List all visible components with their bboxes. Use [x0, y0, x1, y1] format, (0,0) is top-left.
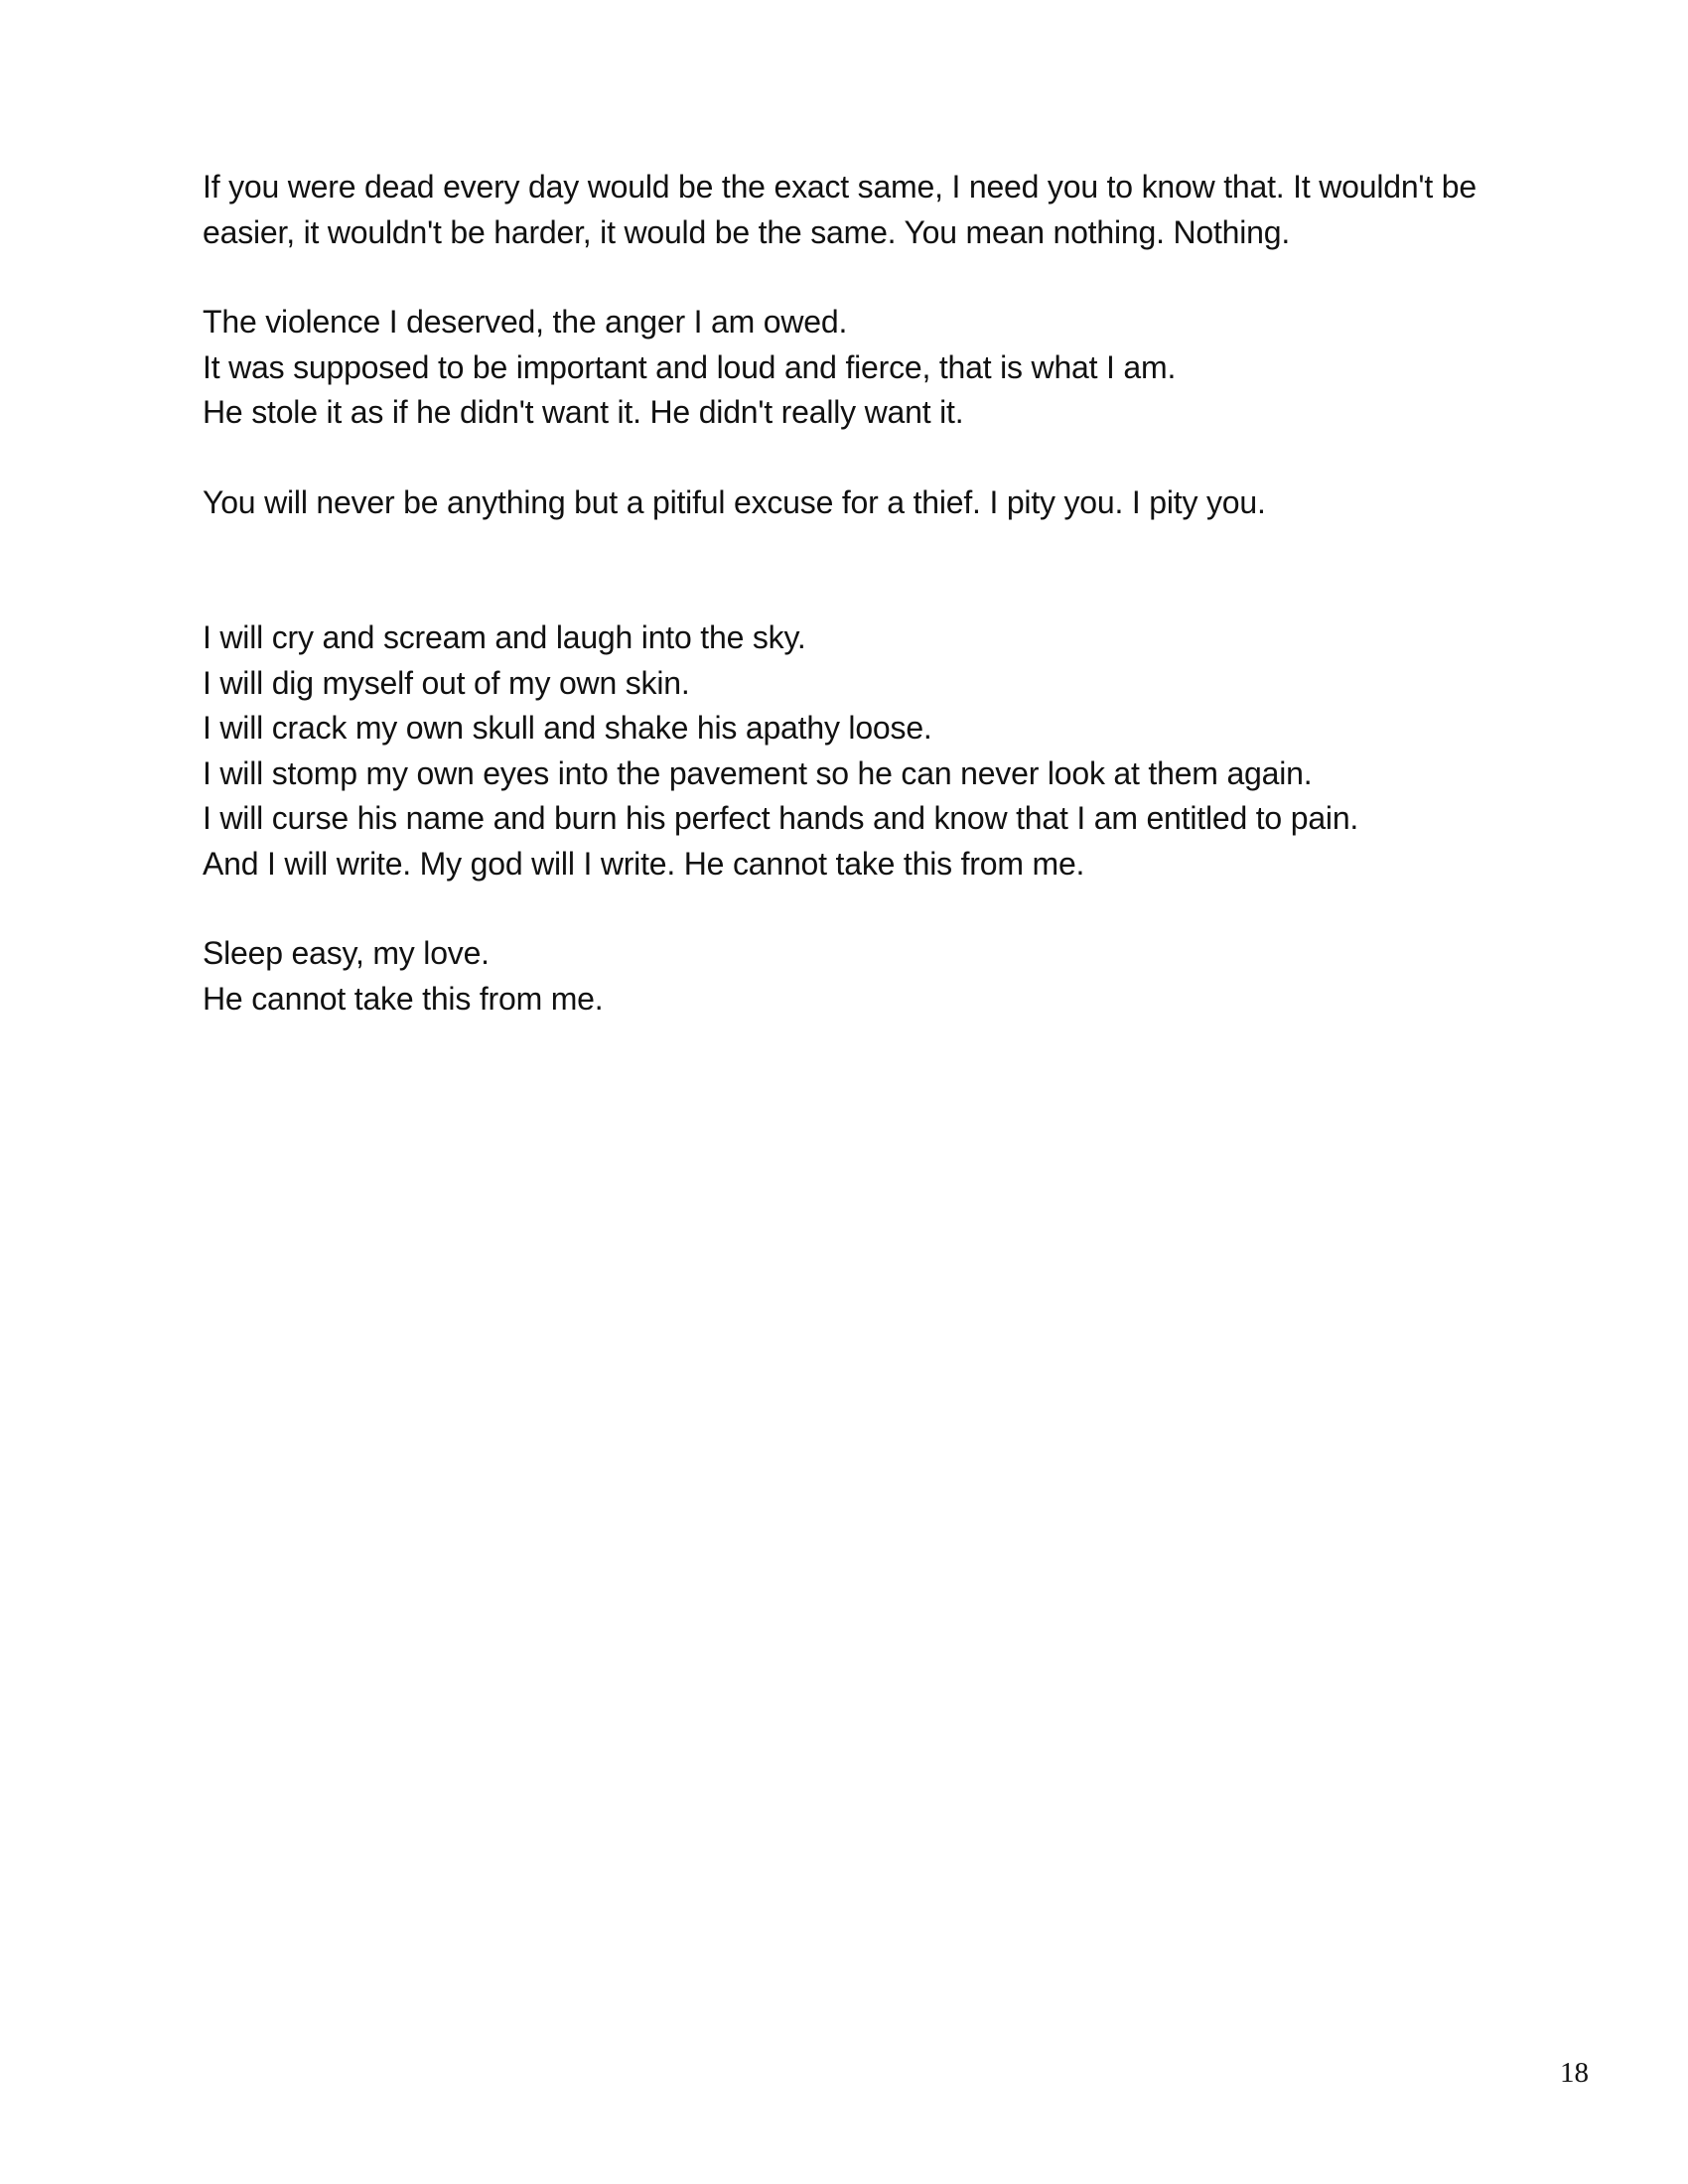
poem-line: It was supposed to be important and loud and fierce, that is what I am.: [203, 348, 1177, 385]
poem-body: [203, 165, 1493, 1066]
poem-line: I will dig myself out of my own skin.: [203, 664, 690, 701]
poem-line: If you were dead every day would be the exact same, I need you to know that. It wouldn't be: [203, 169, 1477, 205]
poem-line: I will curse his name and burn his perfect hands and know that I am entitled to pain.: [203, 800, 1359, 836]
stanza-1: [203, 165, 1493, 255]
poem-line: I will crack my own skull and shake his apathy loose.: [203, 710, 932, 746]
poem-line: The violence I deserved, the anger I am owed.: [203, 304, 848, 340]
poem-line: I will stomp my own eyes into the pavement so he can never look at them again.: [203, 754, 1313, 791]
stanza-5: [203, 931, 1493, 1022]
stanza-2: [203, 300, 1493, 436]
poem-line: easier, it wouldn't be harder, it would be the same. You mean nothing. Nothing.: [203, 213, 1291, 250]
poem-line: You will never be anything but a pitiful excuse for a thief. I pity you. I pity you.: [203, 483, 1266, 520]
stanza-4: [203, 615, 1493, 887]
poem-line: Sleep easy, my love.: [203, 935, 490, 971]
poem-line: He stole it as if he didn't want it. He didn't really want it.: [203, 394, 964, 430]
poem-line: He cannot take this from me.: [203, 980, 604, 1017]
poem-line: I will cry and scream and laugh into the sky.: [203, 619, 806, 655]
stanza-3: [203, 480, 1493, 526]
page-number: 18: [1560, 2057, 1589, 2089]
poem-line: And I will write. My god will I write. He cannot take this from me.: [203, 845, 1085, 882]
